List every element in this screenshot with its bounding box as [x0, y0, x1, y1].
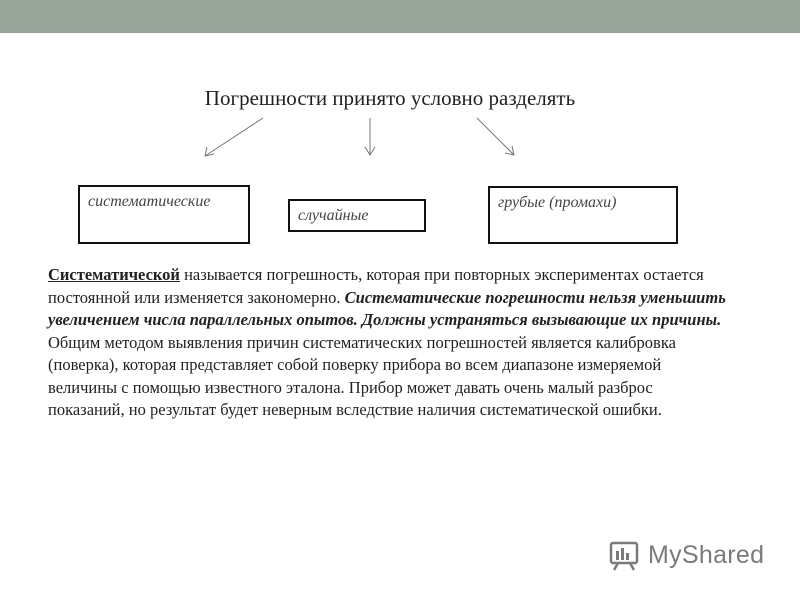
category-label-gross: грубые (промахи): [498, 194, 617, 211]
watermark-text: MyShared: [648, 540, 765, 569]
category-box-gross: [488, 186, 678, 244]
category-label-systematic: систематические: [88, 193, 211, 210]
myshared-logo-icon: [608, 538, 642, 572]
category-box-systematic: [78, 185, 250, 244]
watermark: [608, 537, 764, 573]
definition-part2: Общим методом выявления причин систематических погрешностей является калибровка (поверка), которая представляет собой поверку прибора во всем диапазоне измеряемой величины с помощью известного эталона. Прибор может давать очень малый разброс показаний, но результат будет неверным вследствие наличия систематической ошибки.: [48, 332, 676, 419]
arrow-center: [365, 118, 375, 155]
definition-term: Систематической: [48, 265, 180, 284]
arrow-left: [205, 118, 263, 156]
category-box-random: [288, 199, 426, 232]
category-label-random: случайные: [298, 207, 369, 224]
definition-part1: называется погрешность, которая при повторных экспериментах остается постоянной или изменяется закономерно.: [48, 265, 704, 307]
arrow-right: [477, 118, 514, 155]
definition-text: [48, 264, 728, 422]
definition-emphasis: Систематические погрешности нельзя уменьшить увеличением числа параллельных опытов. Должны устраняться вызывающие их причины.: [48, 287, 726, 329]
diagram-title: Погрешности принято условно разделять: [204, 86, 576, 110]
